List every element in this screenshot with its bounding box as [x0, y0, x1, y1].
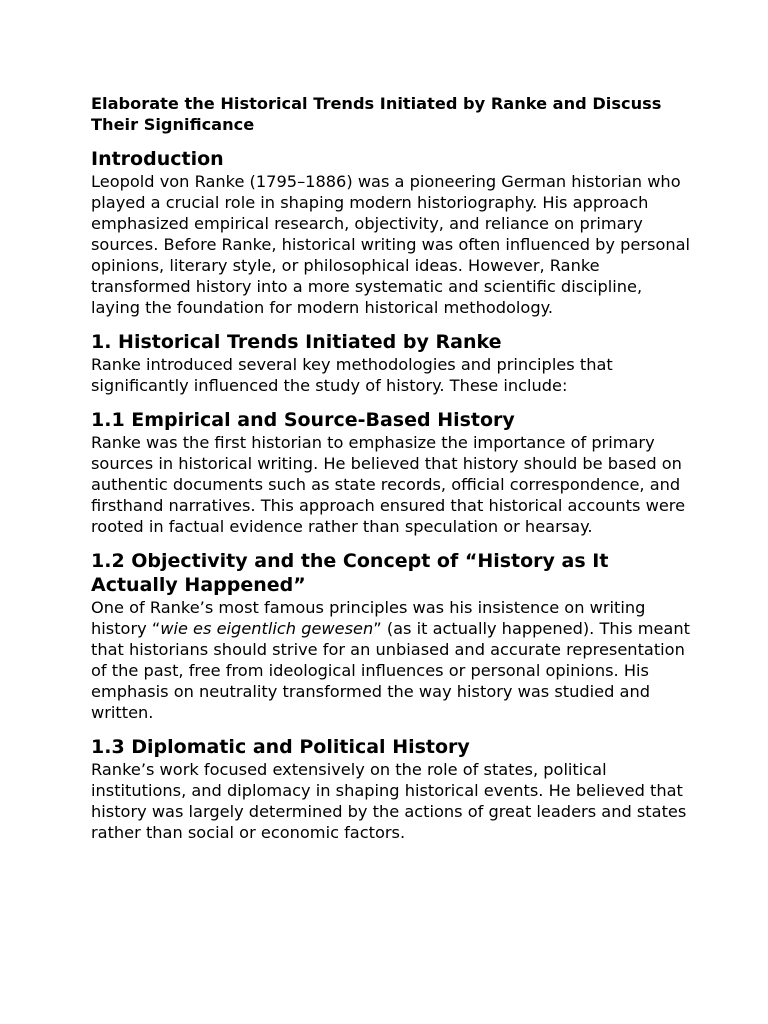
document-page	[91, 93, 691, 855]
section-heading: 1. Historical Trends Initiated by Ranke	[91, 331, 502, 353]
section-diplomatic-history	[91, 735, 691, 843]
document-title: Elaborate the Historical Trends Initiated by Ranke and Discuss Their Significance	[91, 94, 662, 134]
paragraph-text: ” (as it actually happened). This meant that historians should strive for an unbiased and accurate representation of the past, free from ideological influences or personal opinions. His emphasis on neutrality transformed the way history was studied and written.	[91, 619, 690, 722]
section-paragraph: Leopold von Ranke (1795–1886) was a pioneering German historian who played a crucial role in shaping modern historiography. His approach emphasized empirical research, objectivity, and reliance on primary sources. Before Ranke, historical writing was often influenced by personal opinions, literary style, or philosophical ideas. However, Ranke transformed history into a more systematic and scientific discipline, laying the foundation for modern historical methodology.	[91, 172, 691, 317]
german-quote: wie es eigentlich gewesen	[160, 619, 374, 638]
section-paragraph	[91, 597, 691, 723]
paragraph-text: One of Ranke’s most famous principles was his insistence on writing history “	[91, 598, 646, 638]
section-heading: 1.2 Objectivity and the Concept of “History as It Actually Happened”	[91, 550, 609, 596]
section-heading: Introduction	[91, 148, 224, 170]
section-objectivity	[91, 549, 691, 723]
section-historical-trends	[91, 330, 691, 396]
section-paragraph: Ranke introduced several key methodologies and principles that significantly influenced the study of history. These include:	[91, 355, 613, 395]
section-paragraph: Ranke’s work focused extensively on the role of states, political institutions, and diplomacy in shaping historical events. He believed that history was largely determined by the actions of great leaders and states rather than social or economic factors.	[91, 760, 687, 842]
section-heading: 1.3 Diplomatic and Political History	[91, 736, 470, 758]
section-paragraph: Ranke was the first historian to emphasize the importance of primary sources in historical writing. He believed that history should be based on authentic documents such as state records, official correspondence, and firsthand narratives. This approach ensured that historical accounts were rooted in factual evidence rather than speculation or hearsay.	[91, 433, 686, 536]
section-heading: 1.1 Empirical and Source-Based History	[91, 409, 515, 431]
section-empirical-history	[91, 408, 691, 537]
section-introduction	[91, 147, 691, 318]
